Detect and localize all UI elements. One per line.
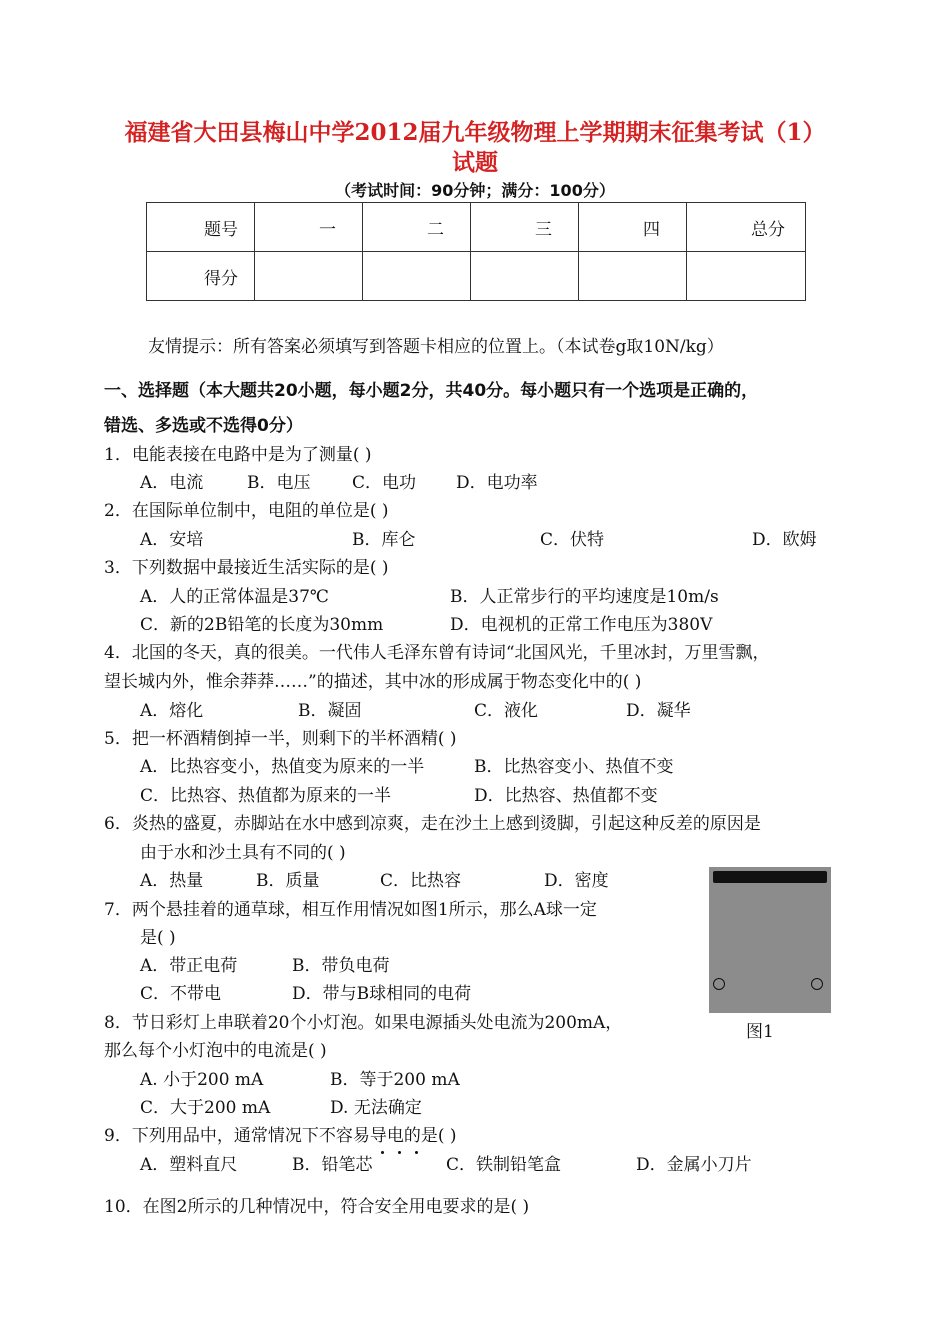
q7-option-b: B．带负电荷 <box>292 956 390 976</box>
score-cell <box>579 252 687 301</box>
q4-option-d: D．凝华 <box>626 701 691 721</box>
q8-option-b: B．等于200 mA <box>330 1070 460 1090</box>
score-header-cell: 一 <box>255 203 363 252</box>
q1-option-c: C．电功 <box>352 473 417 493</box>
q5-option-c: C．比热容、热值都为原来的一半 <box>140 786 392 806</box>
friendly-tip: 友情提示：所有答案必须填写到答题卡相应的位置上。（本试卷g取10N/kg） <box>148 337 724 357</box>
q2-option-c: C．伏特 <box>540 530 605 550</box>
question-6-stem-line-1: 6．炎热的盛夏，赤脚站在水中感到凉爽，走在沙土上感到烫脚，引起这种反差的原因是 <box>104 814 761 834</box>
q9-option-b: B．铅笔芯 <box>292 1155 373 1175</box>
score-cell <box>471 252 579 301</box>
q1-option-d: D．电功率 <box>456 473 538 493</box>
q8-option-a: A. 小于200 mA <box>140 1070 264 1090</box>
emphasis-dot <box>415 1151 418 1154</box>
score-header-cell: 二 <box>363 203 471 252</box>
q6-option-c: C．比热容 <box>380 871 462 891</box>
q5-option-a: A．比热容变小，热值变为原来的一半 <box>140 757 425 777</box>
q6-option-a: A．热量 <box>140 871 204 891</box>
q1-option-b: B．电压 <box>247 473 311 493</box>
q4-option-c: C．液化 <box>474 701 539 721</box>
q8-option-c: C．大于200 mA <box>140 1098 271 1118</box>
emphasis-dot <box>398 1151 401 1154</box>
question-7-stem-line-2: 是( ) <box>140 928 176 948</box>
ball-a <box>713 978 725 990</box>
score-row-label: 得分 <box>147 252 255 301</box>
score-header-cell: 三 <box>471 203 579 252</box>
ball-b <box>811 978 823 990</box>
q9-option-d: D．金属小刀片 <box>636 1155 752 1175</box>
q2-option-a: A．安培 <box>140 530 204 550</box>
score-header-cell: 题号 <box>147 203 255 252</box>
section-heading-line-2: 错选、多选或不选得0分） <box>104 416 303 436</box>
question-4-stem-line-1: 4．北国的冬天，真的很美。一代伟人毛泽东曾有诗词“北国风光，千里冰封，万里雪飘， <box>104 643 770 663</box>
q4-option-a: A．熔化 <box>140 701 204 721</box>
q2-option-d: D．欧姆 <box>752 530 817 550</box>
question-9-stem: 9．下列用品中，通常情况下不容易导电的是( ) <box>104 1126 457 1146</box>
q9-option-a: A．塑料直尺 <box>140 1155 238 1175</box>
q3-option-d: D．电视机的正常工作电压为380V <box>450 615 713 635</box>
exam-info: （考试时间：90分钟；满分：100分） <box>335 181 615 200</box>
score-cell <box>255 252 363 301</box>
q5-option-b: B．比热容变小、热值不变 <box>474 757 674 777</box>
q7-option-a: A．带正电荷 <box>140 956 238 976</box>
question-7-stem-line-1: 7．两个悬挂着的通草球，相互作用情况如图1所示，那么A球一定 <box>104 900 597 920</box>
section-heading-line-1: 一、选择题（本大题共20小题，每小题2分，共40分。每小题只有一个选项是正确的， <box>104 381 759 401</box>
q9-option-c: C．铁制铅笔盒 <box>446 1155 562 1175</box>
question-2-stem: 2．在国际单位制中，电阻的单位是( ) <box>104 501 389 521</box>
question-6-stem-line-2: 由于水和沙土具有不同的( ) <box>140 843 346 863</box>
question-8-stem-line-2: 那么每个小灯泡中的电流是( ) <box>104 1041 327 1061</box>
emphasis-dot <box>381 1151 384 1154</box>
question-10-stem: 10．在图2所示的几种情况中，符合安全用电要求的是( ) <box>104 1197 530 1217</box>
q7-option-c: C．不带电 <box>140 984 222 1004</box>
q8-option-d: D. 无法确定 <box>330 1098 422 1118</box>
title-line-1: 福建省大田县梅山中学2012届九年级物理上学期期末征集考试（1） <box>124 119 826 146</box>
figure-1-label: 图1 <box>746 1022 774 1042</box>
score-table <box>146 202 806 301</box>
title-line-2: 试题 <box>452 149 498 176</box>
score-header-cell: 四 <box>579 203 687 252</box>
question-1-stem: 1．电能表接在电路中是为了测量( ) <box>104 445 372 465</box>
support-bar <box>713 871 827 883</box>
q3-option-a: A．人的正常体温是37℃ <box>140 587 329 607</box>
question-4-stem-line-2: 望长城内外，惟余莽莽……”的描述，其中冰的形成属于物态变化中的( ) <box>104 672 642 692</box>
q2-option-b: B．库仑 <box>352 530 416 550</box>
q3-option-c: C．新的2B铅笔的长度为30mm <box>140 615 384 635</box>
q6-option-d: D．密度 <box>544 871 609 891</box>
question-5-stem: 5．把一杯酒精倒掉一半，则剩下的半杯酒精( ) <box>104 729 457 749</box>
score-cell <box>363 252 471 301</box>
score-cell <box>687 252 806 301</box>
question-3-stem: 3．下列数据中最接近生活实际的是( ) <box>104 558 389 578</box>
q4-option-b: B．凝固 <box>298 701 362 721</box>
q1-option-a: A．电流 <box>140 473 204 493</box>
q3-option-b: B．人正常步行的平均速度是10m/s <box>450 587 719 607</box>
figure-1-image <box>709 867 831 1013</box>
q5-option-d: D．比热容、热值都不变 <box>474 786 658 806</box>
q6-option-b: B．质量 <box>256 871 320 891</box>
question-8-stem-line-1: 8．节日彩灯上串联着20个小灯泡。如果电源插头处电流为200mA， <box>104 1013 623 1033</box>
q7-option-d: D．带与B球相同的电荷 <box>292 984 472 1004</box>
score-header-cell: 总分 <box>687 203 806 252</box>
